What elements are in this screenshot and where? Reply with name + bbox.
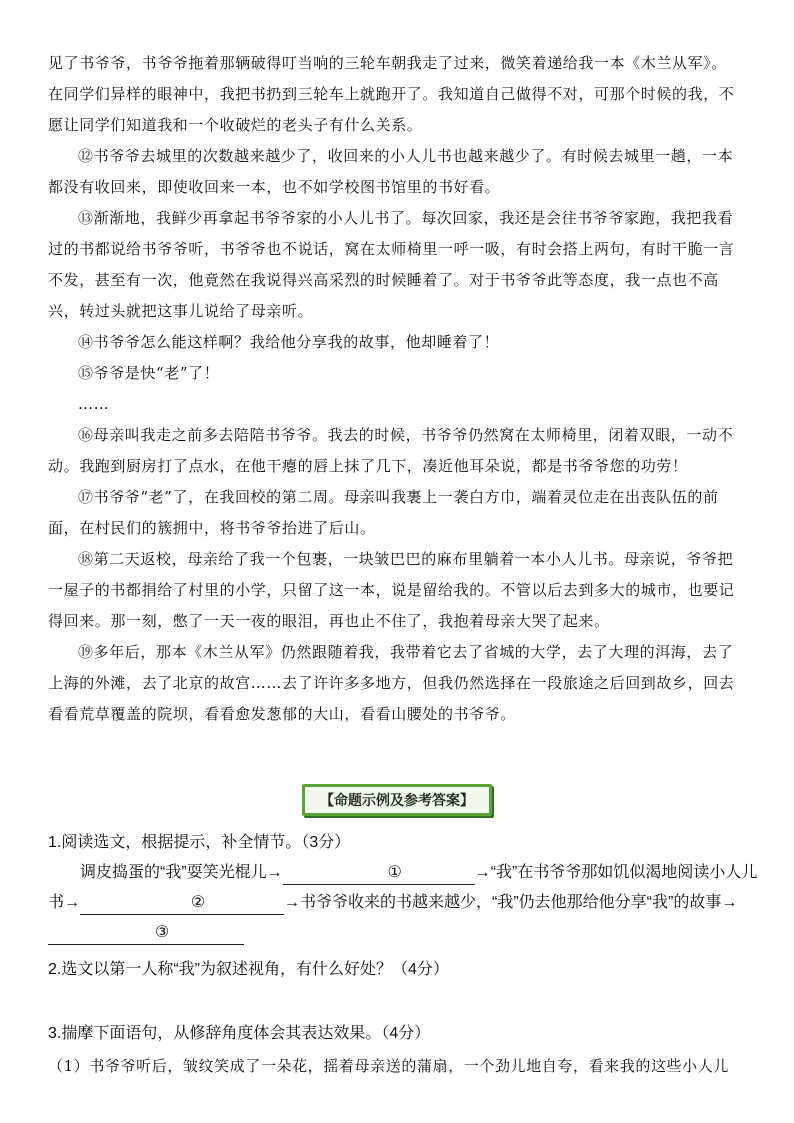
question-1 [48,828,758,948]
paragraph-17: ⑰书爷爷“老”了，在我回校的第二周。母亲叫我裹上一袭白方巾，端着灵位走在出丧队伍的前面，在村民们的簇拥中，将书爷爷抬进了后山。 [48,488,719,537]
section-banner-label: 【命题示例及参考答案】 [302,784,492,816]
paragraph-continued-line-2: 在同学们异样的眼神中，我把书扔到三轮车上就跑开了。我知道自己做得不对，可那个时候的我，不 [48,85,735,103]
blank-1-marker: ① [387,864,402,881]
paragraph-15: ⑮爷爷是快“老”了！ [78,364,220,382]
question-1-stem: 1.阅读选文，根据提示，补全情节。（3分） [48,834,351,851]
section-banner [0,780,794,820]
plot-step-c: →书爷爷收来的书越来越少，“我”仍去他那给他分享“我”的故事→ [284,894,738,911]
paragraph-16: ⑯母亲叫我走之前多去陪陪书爷爷。我去的时候，书爷爷仍然窝在太师椅里，闭着双眼，一动不动。我跑到厨房打了点水，在他干瘪的唇上抹了几下，凑近他耳朵说，都是书爷爷您的功劳！ [48,426,734,475]
answer-blank-2[interactable] [80,892,284,915]
blank-2-marker: ② [190,894,206,911]
paragraph-19: ⑲多年后，那本《木兰从军》仍然跟随着我，我带着它去了省城的大学，去了大理的洱海，去了上海的外滩，去了北京的故宫……去了许许多多地方，但我仍然选择在一段旅途之后回到故乡，回去看看荒草覆盖的院坝，看看愈发葱郁的大山，看看山腰处的书爷爷。 [48,643,735,723]
plot-step-b: →“我”在书爷爷那如饥似渴地阅读小人儿书→ [48,864,758,911]
question-3-stem: 3.揣摩下面语句，从修辞角度体会其表达效果。（4分） [48,1025,431,1042]
question-1-plot-chain [48,858,758,948]
paragraph-13: ⑬渐渐地，我鲜少再拿起书爷爷家的小人儿书了。每次回家，我还是会往书爷爷家跑，我把我看过的书都说给书爷爷听，书爷爷也不说话，窝在太师椅里一呼一吸，有时会搭上两句，有时干脆一言不发，甚至有一次，他竟然在我说得兴高采烈的时候睡着了。对于书爷爷此等态度，我一点也不高兴，转过头就把这事儿说给了母亲听。 [48,209,735,320]
paragraph-18: ⑱第二天返校，母亲给了我一个包裹，一块皱巴巴的麻布里躺着一本小人儿书。母亲说，爷爷把一屋子的书都捐给了村里的小学，只留了这一本，说是留给我的。不管以后去到多大的城市，也要记得回来。那一刻，憋了一天一夜的眼泪，再也止不住了，我抱着母亲大哭了起来。 [48,550,735,630]
question-2-stem: 2.选文以第一人称“我”为叙述视角，有什么好处？（4分） [48,961,449,978]
paragraph-12: ⑫书爷爷去城里的次数越来越少了，收回来的小人儿书也越来越少了。有时候去城里一趟，一本都没有收回来，即使收回来一本，也不如学校图书馆里的书好看。 [48,147,734,196]
paragraph-continued-line-1: 见了书爷爷，书爷爷拖着那辆破得叮当响的三轮车朝我走了过来，微笑着递给我一本《木兰从军》。 [48,54,727,72]
answer-blank-3[interactable] [48,922,244,945]
story-excerpt [48,48,748,730]
blank-3-marker: ③ [154,924,170,941]
ellipsis-break: …… [78,395,110,413]
question-3-item-1: （1）书爷爷听后，皱纹笑成了一朵花，摇着母亲送的蒲扇，一个劲儿地自夸，看来我的这些小人儿 [48,1057,729,1075]
plot-step-a: 调皮捣蛋的“我”耍笑光棍儿→ [80,864,283,881]
paragraph-14: ⑭书爷爷怎么能这样啊？我给他分享我的故事，他却睡着了！ [78,333,500,351]
answer-blank-1[interactable] [283,862,475,885]
paragraph-continued-line-3: 愿让同学们知道我和一个收破烂的老头子有什么关系。 [48,116,423,134]
